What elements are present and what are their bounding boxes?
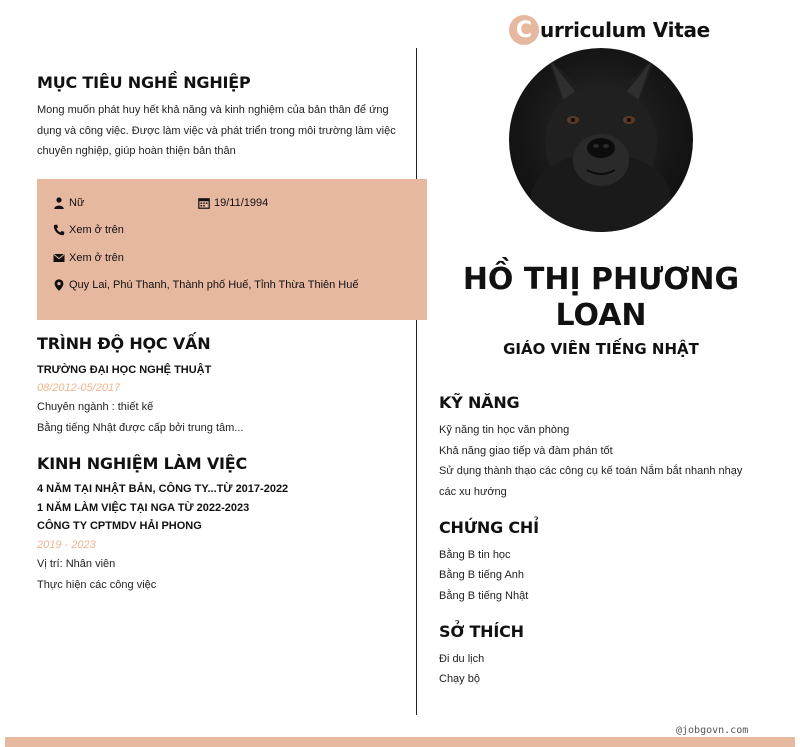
email-item xyxy=(53,252,124,264)
map-pin-icon xyxy=(53,279,65,291)
objective-title: MỤC TIÊU NGHỀ NGHIỆP xyxy=(37,73,251,92)
profile-photo xyxy=(509,48,693,232)
envelope-icon xyxy=(53,252,65,264)
name-line-1: HỒ THỊ PHƯƠNG xyxy=(462,262,740,297)
phone-item xyxy=(53,224,124,236)
certificate-item: Bằng B tiếng Anh xyxy=(439,569,525,581)
hobby-item: Đi du lịch xyxy=(439,653,485,665)
phone-icon xyxy=(53,224,65,236)
job-title: GIÁO VIÊN TIẾNG NHẬT xyxy=(503,340,699,358)
gender-item xyxy=(53,197,84,209)
experience-position: Vị trí: Nhân viên xyxy=(37,558,116,570)
experience-line-1: 4 NĂM TẠI NHẬT BẢN, CÔNG TY...TỪ 2017-2022 xyxy=(37,483,289,495)
skills-title: KỸ NĂNG xyxy=(439,393,520,412)
phone-value: Xem ở trên xyxy=(69,224,124,236)
experience-duty: Thực hiện các công việc xyxy=(37,579,157,591)
education-period: 08/2012-05/2017 xyxy=(37,382,121,394)
person-icon xyxy=(53,197,65,209)
hobbies-title: SỞ THÍCH xyxy=(439,622,524,641)
contact-info-box xyxy=(37,179,427,320)
birthday-value: 19/11/1994 xyxy=(214,197,269,209)
certificate-item: Bằng B tin học xyxy=(439,549,511,561)
skill-item: Sử dụng thành thạo các công cụ kế toán Nắm bắt nhanh nhạy các xu hướng xyxy=(439,465,743,498)
education-school: TRƯỜNG ĐẠI HỌC NGHỆ THUẬT xyxy=(37,364,212,376)
hobby-item: Chạy bộ xyxy=(439,673,480,685)
footer-bar xyxy=(5,737,795,747)
skill-item: Khả năng giao tiếp và đàm phán tốt xyxy=(439,445,613,457)
column-divider xyxy=(416,48,417,715)
email-value: Xem ở trên xyxy=(69,252,124,264)
skill-item: Kỹ năng tin học văn phòng xyxy=(439,424,570,436)
name-line-2: LOAN xyxy=(555,298,647,333)
gender-value: Nữ xyxy=(69,197,85,209)
cv-brand xyxy=(509,14,710,46)
address-value: Quy Lai, Phú Thanh, Thành phố Huế, Tỉnh Thừa Thiên Huế xyxy=(69,279,359,291)
education-title: TRÌNH ĐỘ HỌC VẤN xyxy=(37,334,211,353)
dog-portrait-image xyxy=(509,48,693,232)
experience-period: 2019 - 2023 xyxy=(37,539,96,551)
brand-letter: C xyxy=(509,15,539,45)
certificates-title: CHỨNG CHỈ xyxy=(439,518,539,537)
full-name xyxy=(440,262,762,334)
experience-company: CÔNG TY CPTMDV HẢI PHONG xyxy=(37,520,202,532)
education-note: Bằng tiếng Nhật được cấp bởi trung tâm... xyxy=(37,422,244,434)
certificate-item: Bằng B tiếng Nhật xyxy=(439,590,529,602)
experience-title: KINH NGHIỆM LÀM VIỆC xyxy=(37,454,248,473)
calendar-icon xyxy=(198,197,210,209)
watermark: @jobgovn.com xyxy=(676,725,749,736)
brand-title: urriculum Vitae xyxy=(540,18,710,42)
education-major: Chuyên ngành : thiết kế xyxy=(37,401,154,413)
experience-line-2: 1 NĂM LÀM VIỆC TẠI NGA TỪ 2022-2023 xyxy=(37,502,250,514)
objective-text: Mong muốn phát huy hết khả năng và kinh nghiệm của bản thân để ứng dụng và công việc. Được làm việc và phát triển trong môi trường làm việc chuyên nghiệp, giúp hoàn thiện bản thân xyxy=(37,104,396,157)
address-item xyxy=(53,279,359,291)
birthday-item xyxy=(198,197,268,209)
